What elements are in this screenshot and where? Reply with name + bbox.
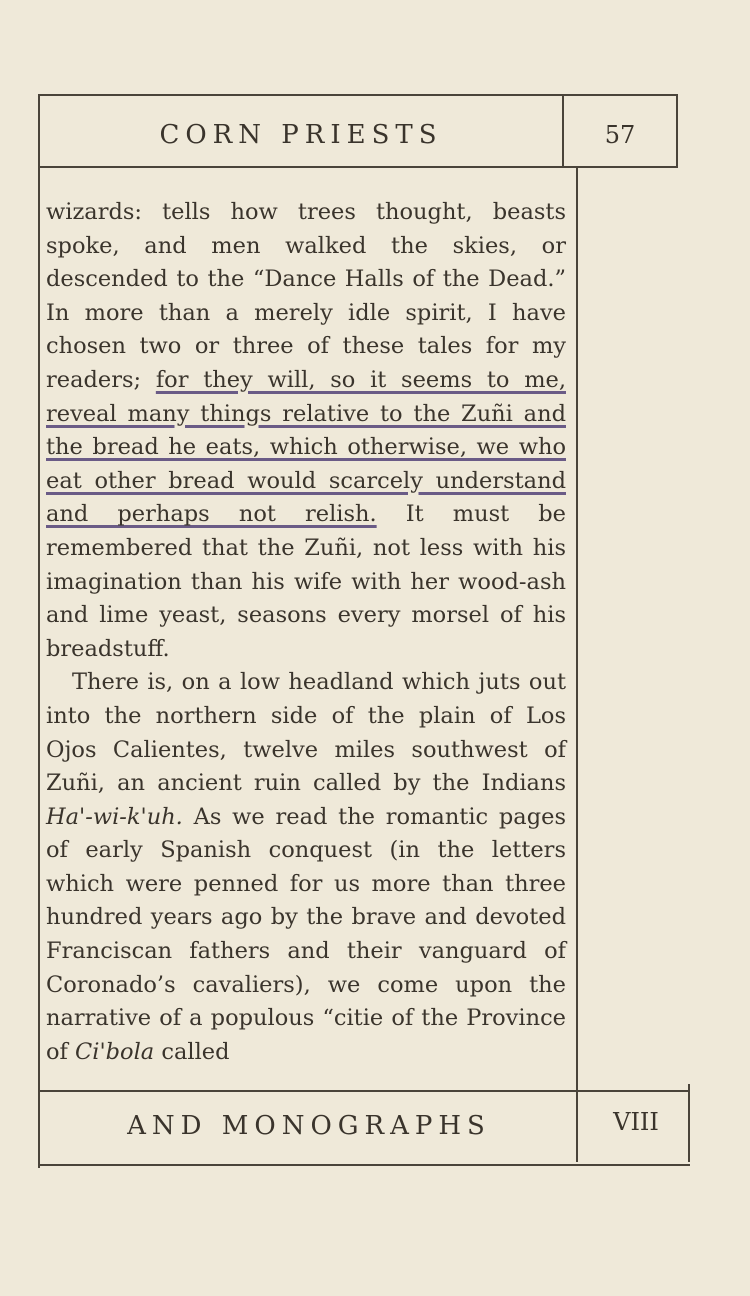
page-body: [46, 196, 566, 1069]
italic-cibola: Ci'bola: [75, 1038, 155, 1065]
paragraph-2-end: called: [161, 1038, 230, 1065]
frame-top-border: [38, 94, 678, 96]
frame-left-border: [38, 94, 40, 1168]
paragraph-2: [46, 666, 566, 1069]
italic-hawikuh: Ha'-wi-k'uh.: [46, 803, 183, 830]
underlined-passage: for they will, so it seems to me, reveal many things relative to the Zuñi and the bread he eats, which otherwise, we who eat other bread would scarcely understand and perhaps not relish.: [46, 366, 566, 528]
frame-header-bottom: [38, 166, 678, 168]
paragraph-1-end: It must be remembered that the Zuñi, not less with his imagination than his wife with her wood-ash and lime yeast, seasons every morsel of his breadstuff.: [46, 501, 566, 662]
running-title: CORN PRIESTS: [159, 120, 443, 150]
paragraph-2-middle: As we read the romantic pages of early Spanish conquest (in the letters which were penned for us more than three hundred years ago by the brave and devoted Franciscan fathers and their vanguard of Coronado’s cavaliers), we come upon the narrative of a populous “citie of the Province of: [46, 803, 566, 1065]
frame-footer-top: [38, 1090, 690, 1092]
frame-bottom-border: [38, 1164, 690, 1166]
paragraph-1-start: wizards: tells how trees thought, beasts spoke, and men walked the skies, or descended to the “Dance Halls of the Dead.” In more than a merely idle spirit, I have chosen two or three of these tales for my readers;: [46, 199, 566, 393]
paragraph-2-start: There is, on a low headland which juts out into the northern side of the plain of Los Ojos Calientes, twelve miles southwest of Zuñi, an ancient ruin called by the Indians: [46, 669, 566, 797]
paragraph-1: [46, 196, 566, 666]
frame-text-right-border: [576, 166, 578, 1162]
page-number: 57: [604, 121, 636, 149]
volume-number: VIII: [613, 1108, 659, 1136]
series-title: AND MONOGRAPHS: [127, 1111, 491, 1141]
frame-right-border-top: [676, 94, 678, 166]
